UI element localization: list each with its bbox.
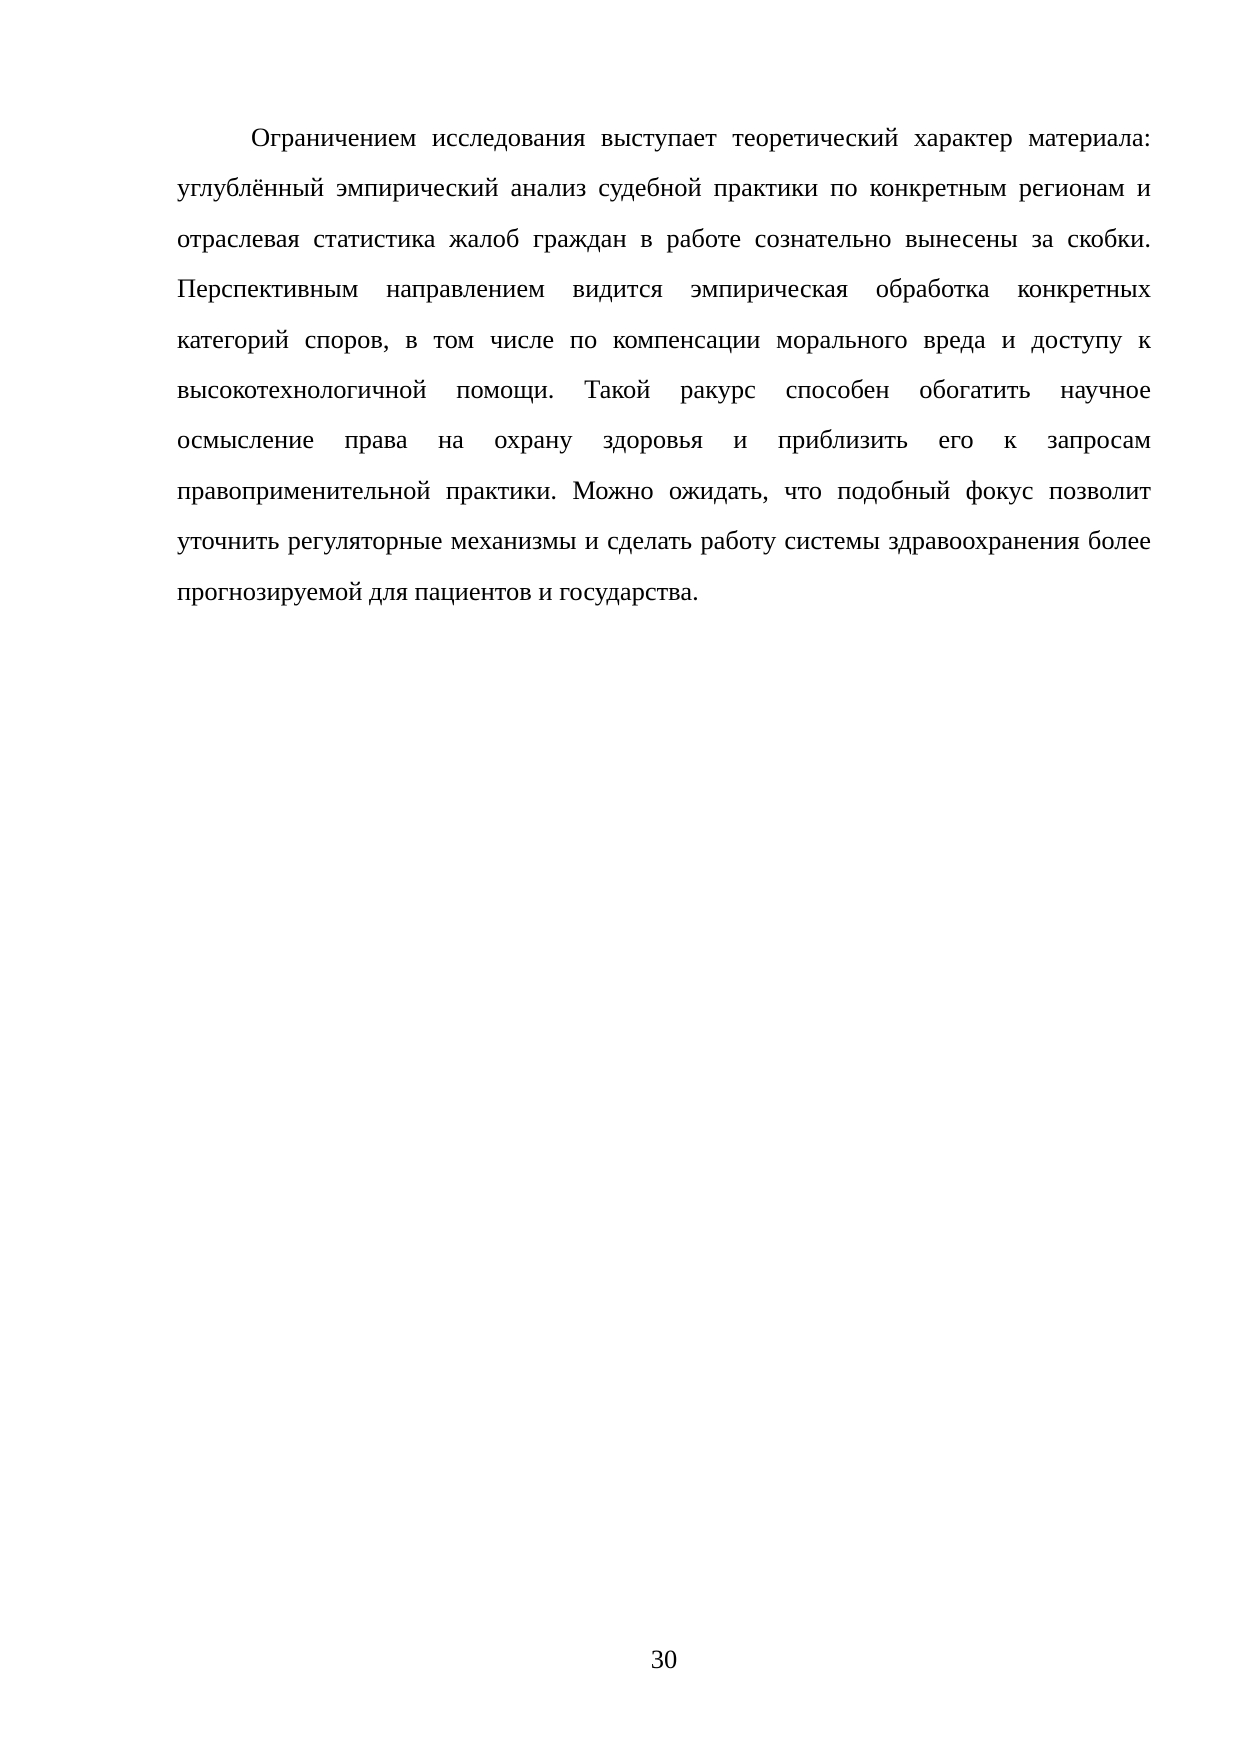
- body-paragraph: Ограничением исследования выступает теоретический характер материала: углублённый эмпирический анализ судебной практики по конкретным регионам и отраслевая статистика жалоб граждан в работе сознательно вынесены за скобки. Перспективным направлением видится эмпирическая обработка конкретных категорий споров, в том числе по компенсации морального вреда и доступу к высокотехнологичной помощи. Такой ракурс способен обогатить научное осмысление права на охрану здоровья и приблизить его к запросам правоприменительной практики. Можно ожидать, что подобный фокус позволит уточнить регуляторные механизмы и сделать работу системы здравоохранения более прогнозируемой для пациентов и государства.: [177, 122, 1151, 606]
- page-number: 30: [650, 1644, 678, 1674]
